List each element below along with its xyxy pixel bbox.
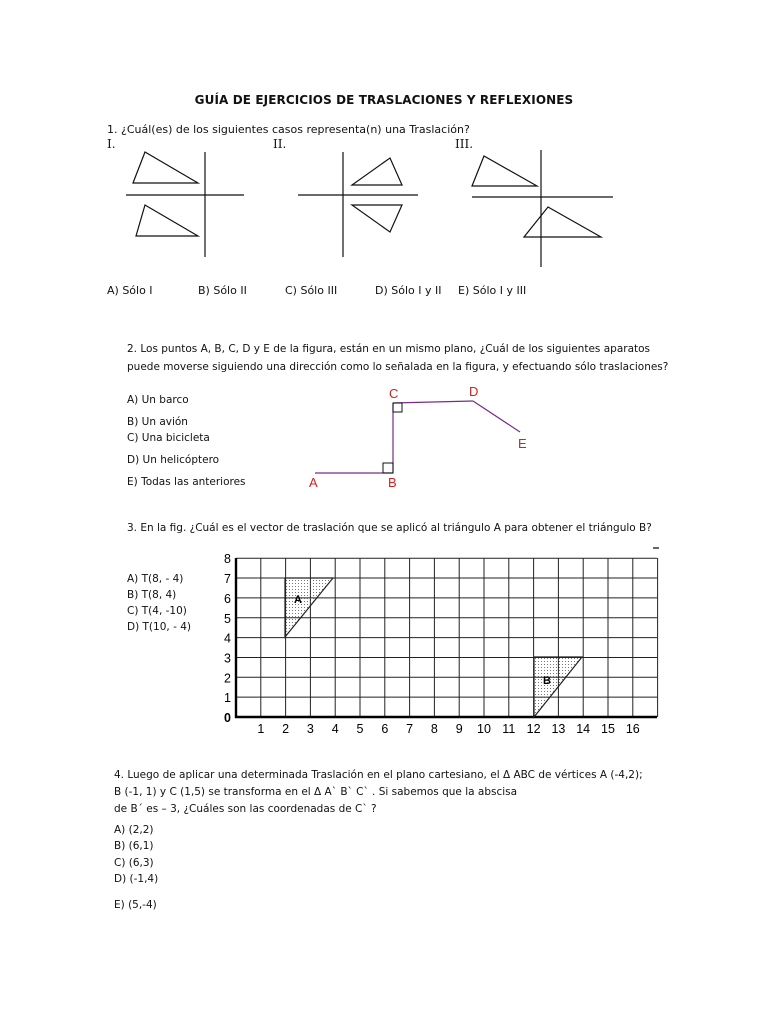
y-tick-label: 2	[224, 671, 231, 686]
x-tick-label: 5	[356, 722, 364, 736]
y-tick-label: 4	[224, 631, 231, 646]
q3-text: 3. En la fig. ¿Cuál es el vector de traslación que se aplicó al triángulo A para obtener el triángulo B?	[127, 522, 652, 534]
q1-figure-label-1: I.	[107, 137, 116, 151]
q1-option-a: A) Sólo I	[107, 284, 153, 297]
y-tick-label: 1	[224, 691, 231, 706]
q1-option-d: D) Sólo I y II	[375, 284, 442, 297]
q4-option-a: A) (2,2)	[114, 824, 154, 836]
q1-option-e: E) Sólo I y III	[458, 284, 527, 297]
x-tick-label: 10	[477, 722, 491, 736]
x-tick-label: 3	[306, 722, 314, 736]
point-label-e: E	[518, 436, 527, 451]
q4-line-3: de B´ es – 3, ¿Cuáles son las coordenadas de C` ?	[114, 803, 377, 815]
q2-line-2: puede moverse siguiendo una dirección como lo señalada en la figura, y efectuando sólo traslaciones?	[127, 361, 669, 373]
point-label-b: B	[388, 475, 397, 490]
x-tick-label: 2	[282, 722, 290, 736]
y-tick-label: 8	[224, 552, 231, 567]
x-tick-label: 11	[502, 722, 516, 736]
y-tick-label: 6	[224, 591, 231, 606]
page-title: GUÍA DE EJERCICIOS DE TRASLACIONES Y REFLEXIONES	[194, 93, 574, 107]
point-label-c: C	[389, 386, 399, 401]
x-tick-label: 7	[406, 722, 414, 736]
q1-text: 1. ¿Cuál(es) de los siguientes casos representa(n) una Traslación?	[107, 123, 470, 136]
q2-option-c: C) Una bicicleta	[127, 432, 210, 444]
scan-mark	[653, 547, 659, 549]
q1-figure-label-3: III.	[455, 137, 474, 151]
x-tick-label: 12	[526, 722, 541, 736]
y-tick-label: 3	[224, 651, 231, 666]
y-tick-label: 0	[224, 711, 231, 725]
q3-option-c: C) T(4, -10)	[127, 605, 187, 617]
q2-option-e: E) Todas las anteriores	[127, 476, 246, 488]
point-label-a: A	[309, 475, 318, 490]
q4-option-e: E) (5,-4)	[114, 899, 157, 911]
x-tick-label: 1	[257, 722, 265, 736]
x-tick-label: 15	[601, 722, 615, 736]
x-tick-label: 6	[381, 722, 389, 736]
x-tick-label: 9	[455, 722, 463, 736]
q4-option-d: D) (-1,4)	[114, 873, 159, 885]
q1-option-c: C) Sólo III	[285, 284, 338, 297]
y-tick-label: 7	[224, 572, 231, 587]
q4-line-2: B (-1, 1) y C (1,5) se transforma en el Δ A` B` C` . Si sabemos que la abscisa	[114, 786, 518, 798]
q3-option-b: B) T(8, 4)	[127, 589, 177, 601]
x-tick-label: 14	[576, 722, 591, 736]
x-tick-label: 13	[551, 722, 566, 736]
x-tick-label: 4	[331, 722, 339, 736]
q2-line-1: 2. Los puntos A, B, C, D y E de la figura, están en un mismo plano, ¿Cuál de los siguientes aparatos	[127, 343, 651, 355]
triangle-a	[285, 578, 333, 637]
triangle-b-label: B	[543, 675, 551, 687]
q3-option-d: D) T(10, - 4)	[127, 621, 191, 633]
q1-option-b: B) Sólo II	[198, 284, 247, 297]
q4-line-1: 4. Luego de aplicar una determinada Traslación en el plano cartesiano, el Δ ABC de vértices A (-4,2);	[114, 769, 643, 781]
q2-option-d: D) Un helicóptero	[127, 454, 220, 466]
x-tick-label: 8	[430, 722, 438, 736]
x-tick-label: 16	[625, 722, 640, 736]
q4-option-b: B) (6,1)	[114, 840, 154, 852]
q2-option-b: B) Un avión	[127, 416, 188, 428]
triangle-a-label: A	[294, 594, 302, 606]
q4-option-c: C) (6,3)	[114, 857, 154, 869]
q3-option-a: A) T(8, - 4)	[127, 573, 184, 585]
point-label-d: D	[469, 384, 479, 399]
q2-option-a: A) Un barco	[127, 394, 189, 406]
q1-figure-label-2: II.	[273, 137, 287, 151]
y-tick-label: 5	[224, 611, 231, 626]
